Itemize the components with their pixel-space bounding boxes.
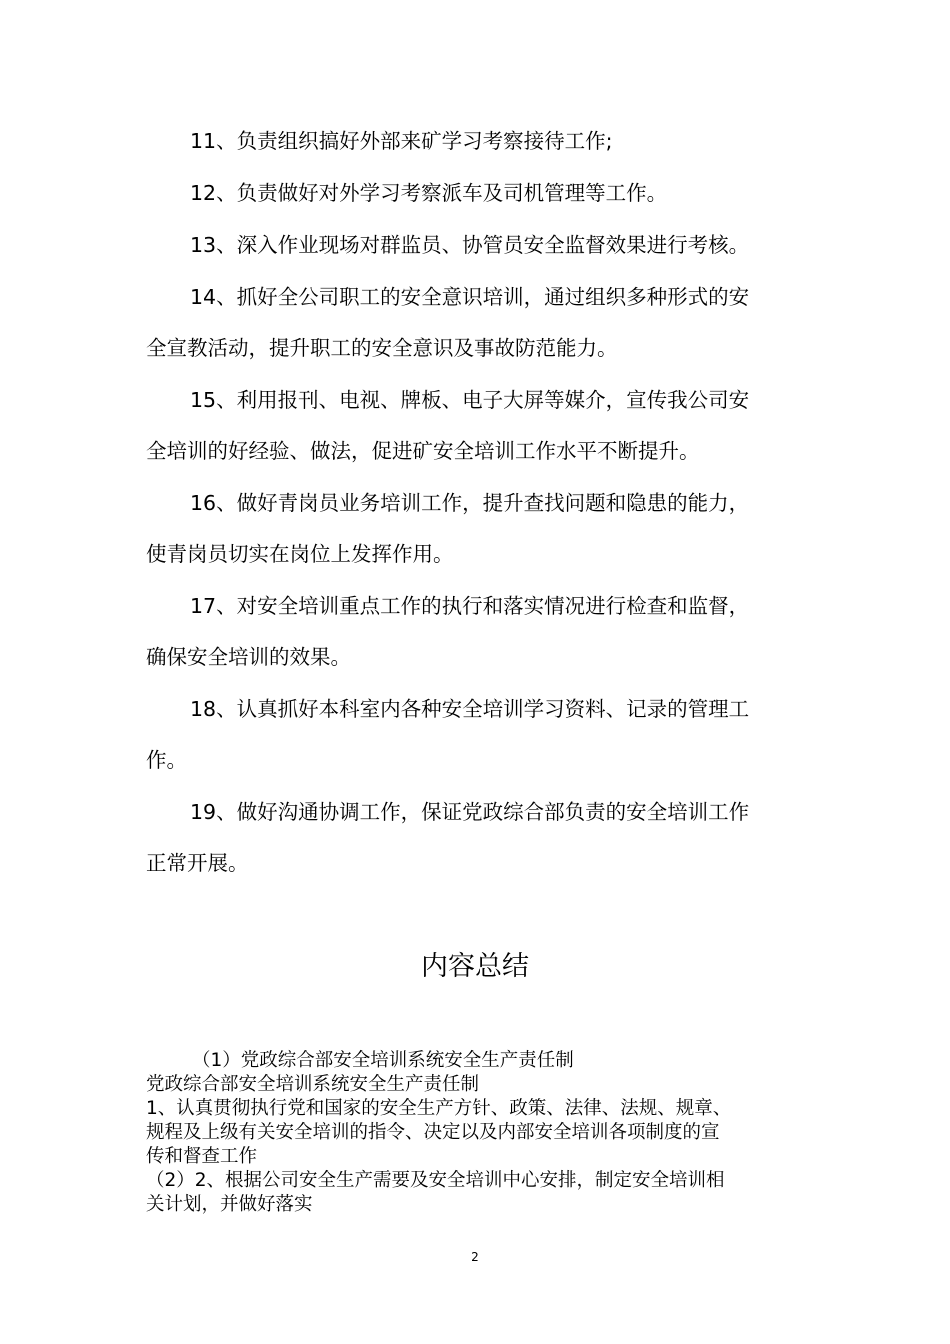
item-15-line-2: 全培训的好经验、做法，促进矿安全培训工作水平不断提升。 — [146, 439, 700, 463]
item-17-line-1: 17、对安全培训重点工作的执行和落实情况进行检查和监督， — [190, 594, 750, 618]
summary-line-3: 1、认真贯彻执行党和国家的安全生产方针、政策、法律、法规、规章、 — [146, 1098, 732, 1119]
item-18-line-1: 18、认真抓好本科室内各种安全培训学习资料、记录的管理工 — [190, 697, 750, 721]
summary-line-7: 关计划，并做好落实 — [146, 1194, 313, 1215]
summary-line-5: 传和督查工作 — [146, 1146, 258, 1167]
item-15-line-1: 15、利用报刊、电视、牌板、电子大屏等媒介，宣传我公司安 — [190, 388, 750, 412]
item-18-line-2: 作。 — [146, 748, 187, 772]
item-14-line-2: 全宣教活动，提升职工的安全意识及事故防范能力。 — [146, 336, 618, 360]
summary-line-1: （1）党政综合部安全培训系统安全生产责任制 — [192, 1050, 574, 1071]
item-17-line-2: 确保安全培训的效果。 — [146, 645, 351, 669]
item-16-line-1: 16、做好青岗员业务培训工作，提升查找问题和隐患的能力， — [190, 491, 750, 515]
item-14-line-1: 14、抓好全公司职工的安全意识培训，通过组织多种形式的安 — [190, 285, 750, 309]
summary-line-2: 党政综合部安全培训系统安全生产责任制 — [146, 1074, 480, 1095]
item-16-line-2: 使青岗员切实在岗位上发挥作用。 — [146, 542, 454, 566]
item-19-line-2: 正常开展。 — [146, 851, 249, 875]
page-number: 2 — [471, 1250, 479, 1264]
item-11-line-1: 11、负责组织搞好外部来矿学习考察接待工作; — [190, 129, 613, 153]
summary-line-6: （2）2、根据公司安全生产需要及安全培训中心安排，制定安全培训相 — [146, 1170, 725, 1191]
item-19-line-1: 19、做好沟通协调工作，保证党政综合部负责的安全培训工作 — [190, 800, 750, 824]
item-12-line-1: 12、负责做好对外学习考察派车及司机管理等工作。 — [190, 181, 668, 205]
item-13-line-1: 13、深入作业现场对群监员、协管员安全监督效果进行考核。 — [190, 233, 750, 257]
summary-line-4: 规程及上级有关安全培训的指令、决定以及内部安全培训各项制度的宣 — [146, 1122, 720, 1143]
summary-heading: 内容总结 — [421, 951, 529, 982]
